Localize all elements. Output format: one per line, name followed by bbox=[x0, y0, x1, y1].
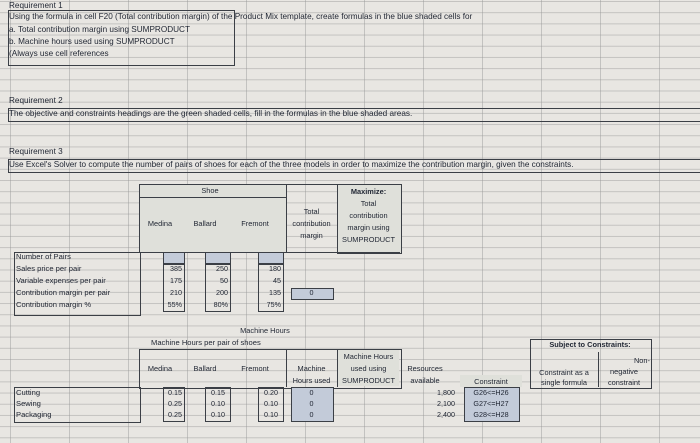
label-contribution-margin: Contribution margin per pair bbox=[16, 288, 111, 297]
mh-sewing-ballard[interactable]: 0.10 bbox=[211, 399, 225, 408]
req1-item-b: b. Machine hours used using SUMPRODUCT bbox=[9, 37, 175, 46]
fremont-sales-price[interactable]: 180 bbox=[269, 264, 281, 273]
req1-note: (Always use cell references bbox=[9, 49, 109, 58]
req2-text: The objective and constraints headings are the green shaded cells, fill in the formulas in the blue shaded areas. bbox=[9, 109, 413, 118]
pairs-ballard-cell[interactable] bbox=[205, 252, 231, 264]
label-packaging: Packaging bbox=[16, 410, 52, 419]
mh-packaging-medina[interactable]: 0.25 bbox=[168, 410, 182, 419]
req3-text: Use Excel's Solver to compute the number of pairs of shoes for each of the three models in order to maximize the contribution margin, given the constraints. bbox=[9, 160, 574, 169]
ballard-cm-pct[interactable]: 80% bbox=[213, 300, 228, 309]
machine-hours-title: Machine Hours bbox=[240, 326, 290, 335]
mh-cutting-fremont[interactable]: 0.20 bbox=[264, 388, 278, 397]
req1-title: Requirement 1 bbox=[9, 1, 63, 10]
maximize-line-3: contribution bbox=[349, 211, 388, 220]
mh-used-cutting[interactable]: 0 bbox=[309, 388, 314, 397]
mh-used-packaging[interactable]: 0 bbox=[309, 410, 314, 419]
req1-item-a: a. Total contribution margin using SUMPRODUCT bbox=[9, 25, 190, 34]
nonneg-3: constraint bbox=[607, 378, 641, 387]
constraint-sewing[interactable]: G27<=H27 bbox=[473, 399, 509, 408]
req1-text: Using the formula in cell F20 (Total contribution margin) of the Product Mix template, create formulas in the blue shaded cells for bbox=[9, 12, 473, 21]
fremont-variable-exp[interactable]: 45 bbox=[273, 276, 281, 285]
req2-title: Requirement 2 bbox=[9, 96, 63, 105]
fremont-cm-pct[interactable]: 75% bbox=[266, 300, 281, 309]
mh-col-fremont: Fremont bbox=[241, 364, 269, 373]
constraint-packaging[interactable]: G28<=H28 bbox=[473, 410, 509, 419]
top-col-line-1 bbox=[139, 184, 140, 252]
maximize-line-5: SUMPRODUCT bbox=[342, 235, 395, 244]
medina-variable-exp[interactable]: 175 bbox=[170, 276, 182, 285]
req3-title: Requirement 3 bbox=[9, 147, 63, 156]
mh-sewing-medina[interactable]: 0.25 bbox=[168, 399, 182, 408]
mh-col-medina: Medina bbox=[147, 364, 173, 373]
pairs-medina-cell[interactable] bbox=[163, 252, 185, 264]
maximize-line-4: margin using bbox=[347, 223, 390, 232]
mh-used-sewing[interactable]: 0 bbox=[309, 399, 314, 408]
nonneg-2: negative bbox=[610, 367, 638, 376]
subject-to-constraints: Subject to Constraints: bbox=[549, 340, 631, 349]
col-medina: Medina bbox=[147, 219, 173, 228]
fremont-cm[interactable]: 135 bbox=[269, 288, 281, 297]
top-col-line-2 bbox=[286, 184, 287, 252]
label-sales-price: Sales price per pair bbox=[16, 264, 82, 273]
col-ballard: Ballard bbox=[193, 219, 217, 228]
top-table-border-top bbox=[139, 184, 337, 185]
medina-sales-price[interactable]: 385 bbox=[170, 264, 182, 273]
mh-sewing-fremont[interactable]: 0.10 bbox=[264, 399, 278, 408]
nonneg-1: Non- bbox=[633, 356, 650, 365]
resources-header-2: available bbox=[410, 376, 440, 385]
mh-packaging-ballard[interactable]: 0.10 bbox=[211, 410, 225, 419]
mh-col-ballard: Ballard bbox=[193, 364, 217, 373]
maximize-line-1: Maximize: bbox=[350, 187, 387, 196]
medina-cm[interactable]: 210 bbox=[170, 288, 182, 297]
shoe-underline bbox=[139, 197, 286, 198]
total-cm-header-2: contribution bbox=[292, 219, 331, 228]
mh-sumproduct-2: used using bbox=[350, 364, 387, 373]
total-contribution-margin-value: 0 bbox=[309, 288, 314, 297]
label-cutting: Cutting bbox=[16, 388, 41, 397]
resources-sewing[interactable]: 2,100 bbox=[437, 399, 455, 408]
mh-cutting-medina[interactable]: 0.15 bbox=[168, 388, 182, 397]
label-number-of-pairs: Number of Pairs bbox=[16, 252, 71, 261]
shoe-header: Shoe bbox=[201, 186, 219, 195]
total-cm-header-3: margin bbox=[300, 231, 323, 240]
mh-sumproduct-3: SUMPRODUCT bbox=[342, 376, 395, 385]
machine-hours-subtitle: Machine Hours per pair of shoes bbox=[151, 338, 261, 347]
label-contribution-margin-pct: Contribution margin % bbox=[16, 300, 92, 309]
mh-sumproduct-1: Machine Hours bbox=[343, 352, 394, 361]
pairs-fremont-cell[interactable] bbox=[258, 252, 284, 264]
resources-cutting[interactable]: 1,800 bbox=[437, 388, 455, 397]
maximize-line-2: Total bbox=[360, 199, 377, 208]
constraint-cutting[interactable]: G26<=H26 bbox=[473, 388, 509, 397]
resources-header-1: Resources bbox=[407, 364, 443, 373]
mh-cutting-ballard[interactable]: 0.15 bbox=[211, 388, 225, 397]
ballard-sales-price[interactable]: 250 bbox=[216, 264, 228, 273]
mh-packaging-fremont[interactable]: 0.10 bbox=[264, 410, 278, 419]
resources-packaging[interactable]: 2,400 bbox=[437, 410, 455, 419]
ballard-variable-exp[interactable]: 50 bbox=[220, 276, 228, 285]
single-formula-1: Constraint as a bbox=[539, 368, 589, 377]
ballard-cm[interactable]: 200 bbox=[216, 288, 228, 297]
machine-used-header-2: Hours used bbox=[292, 376, 331, 385]
single-formula-2: single formula bbox=[540, 378, 587, 387]
constraint-header: Constraint bbox=[474, 377, 508, 386]
label-sewing: Sewing bbox=[16, 399, 41, 408]
medina-cm-pct[interactable]: 55% bbox=[167, 300, 182, 309]
total-cm-header-1: Total bbox=[303, 207, 320, 216]
label-variable-expenses: Variable expenses per pair bbox=[16, 276, 106, 285]
col-fremont: Fremont bbox=[241, 219, 269, 228]
machine-used-header-1: Machine bbox=[297, 364, 326, 373]
